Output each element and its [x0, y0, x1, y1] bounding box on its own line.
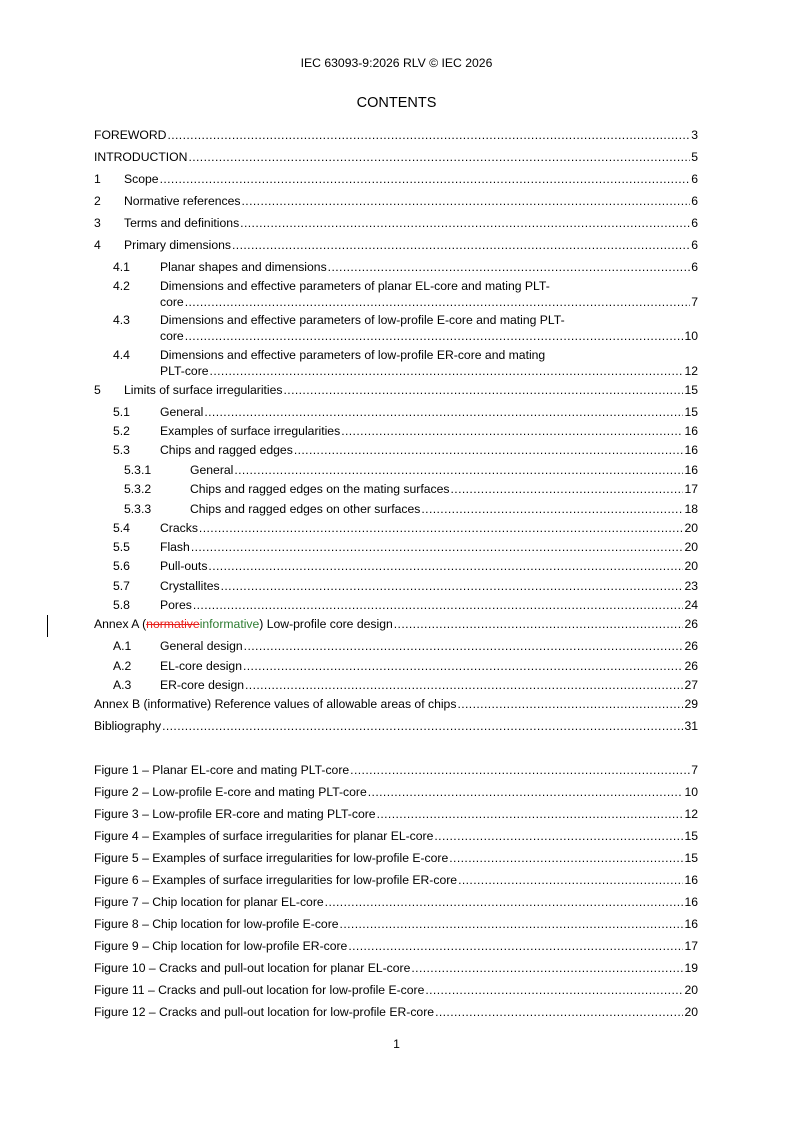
figure-line	[94, 894, 698, 910]
toc-entry[interactable]	[94, 382, 698, 398]
toc-page: 16	[684, 443, 698, 457]
leader-dots	[191, 539, 684, 555]
figure-title: Figure 3 – Low-profile ER-core and mating PLT-core	[94, 807, 376, 821]
leader-dots	[435, 1004, 683, 1020]
toc-line	[94, 442, 698, 458]
leader-dots	[394, 616, 684, 632]
leader-dots	[284, 382, 684, 398]
leader-dots	[434, 828, 683, 844]
leader-dots	[341, 423, 683, 439]
toc-title: FOREWORD	[94, 128, 167, 142]
toc-page: 18	[684, 502, 698, 516]
figure-line	[94, 982, 698, 998]
figure-line	[94, 938, 698, 954]
toc-entry[interactable]	[94, 149, 698, 165]
toc-line	[94, 520, 698, 536]
toc-number: 5.4	[113, 521, 130, 535]
leader-dots	[451, 481, 684, 497]
toc-number: 3	[94, 216, 101, 230]
leader-dots	[325, 894, 684, 910]
leader-dots	[188, 149, 690, 165]
toc-line	[94, 171, 698, 187]
figure-title: Figure 9 – Chip location for low-profile ER-core	[94, 939, 348, 953]
figure-entry[interactable]	[94, 960, 698, 976]
toc-line	[94, 127, 698, 143]
toc-entry[interactable]	[94, 638, 698, 654]
figure-title: Figure 1 – Planar EL-core and mating PLT-core	[94, 763, 350, 777]
toc-entry[interactable]	[94, 127, 698, 143]
figure-line	[94, 1004, 698, 1020]
toc-page: 3	[691, 128, 698, 142]
leader-dots	[457, 696, 683, 712]
toc-entry[interactable]	[94, 677, 698, 693]
toc-title: Chips and ragged edges on the mating surfaces	[190, 482, 450, 496]
toc-page: 31	[684, 719, 698, 733]
toc-number: 5.6	[113, 559, 130, 573]
toc-page: 17	[684, 482, 698, 496]
figure-title: Figure 7 – Chip location for planar EL-core	[94, 895, 324, 909]
toc-entry[interactable]	[94, 462, 698, 478]
toc-page: 20	[684, 521, 698, 535]
toc-line	[94, 658, 698, 674]
toc-line	[94, 423, 698, 439]
toc-title-continued: PLT-core	[160, 364, 209, 378]
figure-title: Figure 6 – Examples of surface irregularities for low-profile ER-core	[94, 873, 458, 887]
leader-dots	[208, 558, 683, 574]
toc-line	[94, 278, 698, 294]
toc-line-continued	[94, 363, 698, 379]
toc-entry[interactable]	[94, 481, 698, 497]
leader-dots	[340, 916, 684, 932]
figure-page: 10	[684, 785, 698, 799]
toc-number: 5.2	[113, 424, 130, 438]
toc-title: General	[190, 463, 234, 477]
toc-line	[94, 462, 698, 478]
leader-dots	[421, 501, 683, 517]
toc-line	[94, 539, 698, 555]
toc-line	[94, 259, 698, 275]
toc-page: 5	[691, 150, 698, 164]
toc-title: Pull-outs	[160, 559, 208, 573]
leader-dots	[210, 363, 684, 379]
figure-entry[interactable]	[94, 828, 698, 844]
toc-page: 6	[691, 194, 698, 208]
toc-number: 1	[94, 172, 101, 186]
toc-entry[interactable]	[94, 259, 698, 275]
figure-line	[94, 762, 698, 778]
toc-entry[interactable]	[94, 696, 698, 712]
toc-title-suffix: ) Low-profile core design	[259, 617, 393, 631]
figure-title: Figure 5 – Examples of surface irregularities for low-profile E-core	[94, 851, 449, 865]
toc-title: Limits of surface irregularities	[124, 383, 283, 397]
toc-number: A.3	[113, 678, 132, 692]
figure-page: 17	[684, 939, 698, 953]
toc-line	[94, 481, 698, 497]
toc-line	[94, 597, 698, 613]
figure-page: 20	[684, 1005, 698, 1019]
figure-title: Figure 12 – Cracks and pull-out location for low-profile ER-core	[94, 1005, 435, 1019]
figure-line	[94, 784, 698, 800]
toc-page: 20	[684, 540, 698, 554]
figure-page: 20	[684, 983, 698, 997]
toc-line-continued	[94, 328, 698, 344]
toc-title: Primary dimensions	[124, 238, 232, 252]
toc-title: Terms and definitions	[124, 216, 240, 230]
toc-line-continued	[94, 294, 698, 310]
toc-line	[94, 237, 698, 253]
toc-line	[94, 312, 698, 328]
leader-dots	[348, 938, 683, 954]
toc-line	[94, 404, 698, 420]
leader-dots	[185, 328, 684, 344]
toc-line	[94, 215, 698, 231]
toc-entry[interactable]	[94, 520, 698, 536]
toc-entry[interactable]	[94, 597, 698, 613]
toc-title: Crystallites	[160, 579, 220, 593]
toc-title: General design	[160, 639, 243, 653]
toc-title-continued: core	[160, 295, 184, 309]
figure-entry[interactable]	[94, 916, 698, 932]
leader-dots	[160, 171, 691, 187]
toc-page: 6	[691, 172, 698, 186]
toc-title: Normative references	[124, 194, 241, 208]
toc-page: 20	[684, 559, 698, 573]
toc-title: Annex B (informative) Reference values of allowable areas of chips	[94, 697, 457, 711]
toc-number: 4.4	[113, 348, 130, 362]
toc-line	[94, 677, 698, 693]
toc-page: 12	[684, 364, 698, 378]
toc-number: 4.2	[113, 279, 130, 293]
toc-title: Scope	[124, 172, 159, 186]
figure-entry[interactable]	[94, 850, 698, 866]
toc-title	[94, 616, 393, 632]
toc-title: Dimensions and effective parameters of low-profile E-core and mating PLT-	[160, 313, 565, 327]
toc-title: Examples of surface irregularities	[160, 424, 341, 438]
toc-line	[94, 347, 698, 363]
toc-page: 10	[684, 329, 698, 343]
figure-page: 15	[684, 851, 698, 865]
leader-dots	[368, 784, 684, 800]
figure-line	[94, 916, 698, 932]
leader-dots	[193, 597, 684, 613]
toc-title: EL-core design	[160, 659, 242, 673]
toc-entry[interactable]	[94, 171, 698, 187]
figure-entry[interactable]	[94, 784, 698, 800]
figure-entry[interactable]	[94, 1004, 698, 1020]
figure-title: Figure 10 – Cracks and pull-out location for planar EL-core	[94, 961, 411, 975]
toc-page: 16	[684, 424, 698, 438]
figure-entry[interactable]	[94, 982, 698, 998]
toc-entry[interactable]	[94, 558, 698, 574]
toc-number: 5.8	[113, 598, 130, 612]
toc-line	[94, 578, 698, 594]
toc-entry[interactable]	[94, 193, 698, 209]
figure-page: 16	[684, 873, 698, 887]
toc-line	[94, 501, 698, 517]
leader-dots	[425, 982, 683, 998]
figure-title: Figure 2 – Low-profile E-core and mating PLT-core	[94, 785, 367, 799]
toc-title: Flash	[160, 540, 190, 554]
revision-change-bar	[47, 615, 48, 637]
toc-title: Planar shapes and dimensions	[160, 260, 327, 274]
toc-line	[94, 616, 698, 632]
toc-title: Dimensions and effective parameters of planar EL-core and mating PLT-	[160, 279, 550, 293]
leader-dots	[411, 960, 683, 976]
figure-entry[interactable]	[94, 938, 698, 954]
toc-entry[interactable]	[94, 658, 698, 674]
toc-entry[interactable]	[94, 718, 698, 734]
toc-entry[interactable]	[94, 312, 698, 344]
toc-entry[interactable]	[94, 215, 698, 231]
toc-title: Dimensions and effective parameters of low-profile ER-core and mating	[160, 348, 546, 362]
figure-page: 16	[684, 917, 698, 931]
toc-line	[94, 149, 698, 165]
leader-dots	[162, 718, 683, 734]
toc-number: 5.7	[113, 579, 130, 593]
toc-number: 5.5	[113, 540, 130, 554]
toc-number: 5.3.3	[124, 502, 152, 516]
toc-entry[interactable]	[94, 501, 698, 517]
toc-line	[94, 696, 698, 712]
page-title: CONTENTS	[356, 95, 437, 111]
leader-dots	[240, 215, 690, 231]
toc-title: Chips and ragged edges on other surfaces	[190, 502, 421, 516]
toc-entry[interactable]	[94, 347, 698, 379]
figure-title: Figure 4 – Examples of surface irregularities for planar EL-core	[94, 829, 434, 843]
figure-page: 15	[684, 829, 698, 843]
document-header: IEC 63093-9:2026 RLV © IEC 2026	[300, 56, 493, 70]
toc-number: 5.3.2	[124, 482, 152, 496]
toc-number: 4.1	[113, 260, 130, 274]
toc-page: 15	[684, 383, 698, 397]
toc-entry[interactable]	[94, 278, 698, 310]
leader-dots	[377, 806, 684, 822]
toc-line	[94, 718, 698, 734]
toc-number: 4	[94, 238, 101, 252]
toc-page: 16	[684, 463, 698, 477]
toc-page: 6	[691, 238, 698, 252]
toc-page: 23	[684, 579, 698, 593]
toc-page: 29	[684, 697, 698, 711]
toc-line	[94, 638, 698, 654]
toc-entry[interactable]	[94, 423, 698, 439]
toc-line	[94, 193, 698, 209]
toc-line	[94, 558, 698, 574]
toc-line	[94, 382, 698, 398]
toc-entry[interactable]	[94, 578, 698, 594]
toc-page: 6	[691, 260, 698, 274]
toc-title: ER-core design	[160, 678, 244, 692]
leader-dots	[245, 677, 683, 693]
toc-entry[interactable]	[94, 237, 698, 253]
figure-entry[interactable]	[94, 806, 698, 822]
figure-entry[interactable]	[94, 894, 698, 910]
leader-dots	[328, 259, 691, 275]
deleted-text: normative	[146, 617, 200, 631]
toc-page: 6	[691, 216, 698, 230]
toc-title: General	[160, 405, 204, 419]
toc-number: 2	[94, 194, 101, 208]
leader-dots	[234, 462, 683, 478]
toc-page: 26	[684, 639, 698, 653]
toc-page: 26	[684, 659, 698, 673]
figure-page: 19	[684, 961, 698, 975]
leader-dots	[232, 237, 690, 253]
toc-page: 26	[684, 617, 698, 631]
leader-dots	[350, 762, 690, 778]
toc-entry[interactable]	[94, 539, 698, 555]
toc-page: 24	[684, 598, 698, 612]
figure-entry[interactable]	[94, 762, 698, 778]
figure-line	[94, 850, 698, 866]
leader-dots	[449, 850, 683, 866]
toc-title: INTRODUCTION	[94, 150, 188, 164]
toc-title: Pores	[160, 598, 192, 612]
toc-number: 4.3	[113, 313, 130, 327]
leader-dots	[221, 578, 684, 594]
inserted-text: informative	[199, 617, 260, 631]
toc-title: Cracks	[160, 521, 198, 535]
figure-page: 7	[691, 763, 698, 777]
figure-title: Figure 8 – Chip location for low-profile E-core	[94, 917, 339, 931]
leader-dots	[244, 638, 684, 654]
figure-line	[94, 806, 698, 822]
leader-dots	[242, 193, 691, 209]
leader-dots	[458, 872, 683, 888]
toc-title-prefix: Annex A (	[94, 617, 147, 631]
leader-dots	[167, 127, 690, 143]
figure-title: Figure 11 – Cracks and pull-out location for low-profile E-core	[94, 983, 425, 997]
toc-page: 7	[691, 295, 698, 309]
leader-dots	[204, 404, 683, 420]
toc-number: 5.3.1	[124, 463, 152, 477]
page-number: 1	[393, 1037, 400, 1051]
figure-entry[interactable]	[94, 872, 698, 888]
toc-title: Bibliography	[94, 719, 162, 733]
leader-dots	[185, 294, 691, 310]
leader-dots	[199, 520, 684, 536]
toc-number: 5.1	[113, 405, 130, 419]
toc-title-continued: core	[160, 329, 184, 343]
toc-page: 27	[684, 678, 698, 692]
toc-entry[interactable]	[94, 404, 698, 420]
toc-number: A.1	[113, 639, 132, 653]
figure-line	[94, 828, 698, 844]
leader-dots	[294, 442, 684, 458]
toc-number: 5	[94, 383, 101, 397]
toc-entry[interactable]	[94, 616, 698, 632]
figure-page: 16	[684, 895, 698, 909]
toc-entry[interactable]	[94, 442, 698, 458]
figure-page: 12	[684, 807, 698, 821]
toc-page: 15	[684, 405, 698, 419]
figure-line	[94, 960, 698, 976]
leader-dots	[243, 658, 683, 674]
toc-number: 5.3	[113, 443, 130, 457]
toc-number: A.2	[113, 659, 132, 673]
toc-title: Chips and ragged edges	[160, 443, 293, 457]
figure-line	[94, 872, 698, 888]
